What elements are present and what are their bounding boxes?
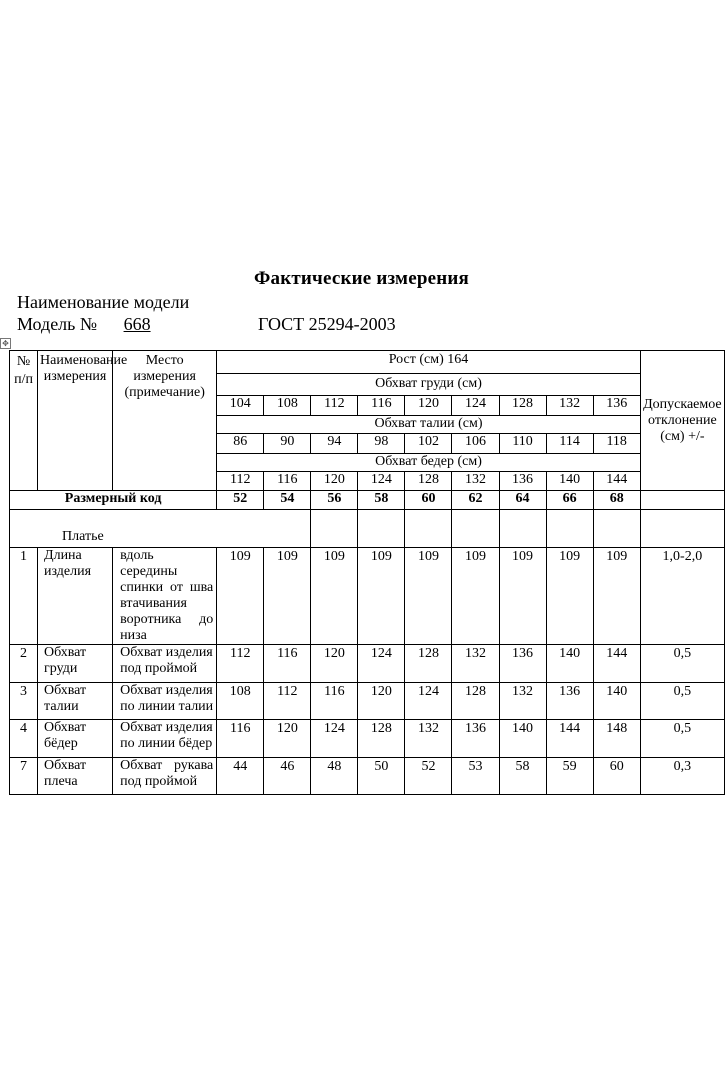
header-place: Место измерения (примечание): [113, 351, 217, 491]
standard-code: ГОСТ 25294-2003: [258, 314, 396, 334]
waist-value: 102: [405, 434, 452, 454]
row-value: 116: [311, 683, 358, 720]
table-row: [10, 548, 725, 645]
row-value: 53: [452, 758, 499, 795]
chest-value: 128: [499, 396, 546, 416]
table-row: [10, 720, 725, 758]
section-blank: [640, 510, 724, 548]
model-number-line: [17, 314, 161, 335]
row-value: 46: [264, 758, 311, 795]
size-code-tolerance-blank: [640, 491, 724, 510]
size-code: 68: [593, 491, 640, 510]
waist-value: 98: [358, 434, 405, 454]
row-value: 132: [452, 645, 499, 683]
hips-value: 116: [264, 472, 311, 491]
hips-value: 144: [593, 472, 640, 491]
chest-value: 120: [405, 396, 452, 416]
waist-value: 118: [593, 434, 640, 454]
table-row: [10, 683, 725, 720]
chest-value: 116: [358, 396, 405, 416]
header-num: № п/п: [10, 351, 38, 491]
table-move-icon[interactable]: ✥: [0, 338, 11, 349]
section-blank: [546, 510, 593, 548]
row-value: 128: [452, 683, 499, 720]
row-place: Обхват рукава под проймой: [113, 758, 217, 795]
size-code-row: [10, 491, 725, 510]
hips-value: 140: [546, 472, 593, 491]
chest-value: 136: [593, 396, 640, 416]
row-value: 109: [217, 548, 264, 645]
chest-value: 108: [264, 396, 311, 416]
waist-value: 110: [499, 434, 546, 454]
row-place: Обхват изделия по линии бёдер: [113, 720, 217, 758]
chest-value: 132: [546, 396, 593, 416]
hips-value: 132: [452, 472, 499, 491]
size-code-label: Размерный код: [10, 491, 217, 510]
header-row-height: [10, 351, 725, 374]
row-value: 109: [311, 548, 358, 645]
row-value: 144: [546, 720, 593, 758]
row-value: 116: [217, 720, 264, 758]
row-value: 120: [358, 683, 405, 720]
section-row: [10, 510, 725, 548]
row-tolerance: 0,5: [640, 683, 724, 720]
row-num: 2: [10, 645, 38, 683]
header-tolerance: Допускаемое отклонение (см) +/-: [640, 351, 724, 491]
row-value: 48: [311, 758, 358, 795]
section-blank: [311, 510, 358, 548]
model-name-label: Наименование модели: [17, 292, 190, 312]
row-place: вдоль середины спинки от шва втачивания воротника до низа: [113, 548, 217, 645]
header-height: Рост (см) 164: [217, 351, 641, 374]
waist-value: 106: [452, 434, 499, 454]
row-name: Обхват груди: [38, 645, 113, 683]
row-value: 136: [452, 720, 499, 758]
row-value: 124: [405, 683, 452, 720]
hips-value: 128: [405, 472, 452, 491]
header-waist: Обхват талии (см): [217, 416, 641, 434]
row-value: 124: [358, 645, 405, 683]
waist-value: 86: [217, 434, 264, 454]
section-label: Платье: [10, 510, 311, 548]
row-value: 60: [593, 758, 640, 795]
chest-value: 104: [217, 396, 264, 416]
row-tolerance: 0,3: [640, 758, 724, 795]
table-row: [10, 758, 725, 795]
row-value: 140: [546, 645, 593, 683]
row-tolerance: 1,0-2,0: [640, 548, 724, 645]
row-value: 120: [311, 645, 358, 683]
model-number-label: Модель №: [17, 314, 98, 334]
row-value: 50: [358, 758, 405, 795]
row-num: 7: [10, 758, 38, 795]
row-num: 4: [10, 720, 38, 758]
row-value: 59: [546, 758, 593, 795]
row-value: 128: [405, 645, 452, 683]
row-name: Обхват талии: [38, 683, 113, 720]
row-value: 140: [593, 683, 640, 720]
row-name: Обхват плеча: [38, 758, 113, 795]
row-value: 132: [499, 683, 546, 720]
row-value: 44: [217, 758, 264, 795]
waist-value: 94: [311, 434, 358, 454]
hips-value: 136: [499, 472, 546, 491]
row-value: 140: [499, 720, 546, 758]
row-place: Обхват изделия под проймой: [113, 645, 217, 683]
chest-value: 124: [452, 396, 499, 416]
header-chest: Обхват груди (см): [217, 374, 641, 396]
table-row: [10, 645, 725, 683]
header-name: Наименование измерения: [38, 351, 113, 491]
row-value: 109: [452, 548, 499, 645]
size-code: 52: [217, 491, 264, 510]
row-value: 148: [593, 720, 640, 758]
row-num: 1: [10, 548, 38, 645]
hips-value: 120: [311, 472, 358, 491]
row-value: 116: [264, 645, 311, 683]
row-value: 109: [593, 548, 640, 645]
page-title: Фактические измерения: [254, 268, 469, 289]
row-value: 52: [405, 758, 452, 795]
waist-value: 90: [264, 434, 311, 454]
size-code: 54: [264, 491, 311, 510]
waist-value: 114: [546, 434, 593, 454]
measurements-table: [9, 350, 725, 795]
row-value: 120: [264, 720, 311, 758]
section-blank: [452, 510, 499, 548]
row-value: 144: [593, 645, 640, 683]
row-value: 112: [264, 683, 311, 720]
size-code: 60: [405, 491, 452, 510]
row-value: 109: [405, 548, 452, 645]
row-tolerance: 0,5: [640, 720, 724, 758]
row-value: 109: [546, 548, 593, 645]
row-value: 136: [499, 645, 546, 683]
row-value: 109: [264, 548, 311, 645]
section-blank: [405, 510, 452, 548]
row-value: 128: [358, 720, 405, 758]
row-value: 108: [217, 683, 264, 720]
size-code: 58: [358, 491, 405, 510]
section-blank: [358, 510, 405, 548]
row-name: Длина изделия: [38, 548, 113, 645]
header-hips: Обхват бедер (см): [217, 454, 641, 472]
row-name: Обхват бёдер: [38, 720, 113, 758]
row-value: 58: [499, 758, 546, 795]
row-value: 124: [311, 720, 358, 758]
row-value: 112: [217, 645, 264, 683]
hips-value: 112: [217, 472, 264, 491]
hips-value: 124: [358, 472, 405, 491]
row-value: 136: [546, 683, 593, 720]
chest-value: 112: [311, 396, 358, 416]
row-value: 132: [405, 720, 452, 758]
size-code: 66: [546, 491, 593, 510]
section-blank: [499, 510, 546, 548]
row-tolerance: 0,5: [640, 645, 724, 683]
size-code: 64: [499, 491, 546, 510]
size-code: 62: [452, 491, 499, 510]
row-place: Обхват изделия по линии талии: [113, 683, 217, 720]
row-value: 109: [358, 548, 405, 645]
row-num: 3: [10, 683, 38, 720]
row-value: 109: [499, 548, 546, 645]
size-code: 56: [311, 491, 358, 510]
model-number-value: 668: [123, 314, 151, 334]
section-blank: [593, 510, 640, 548]
